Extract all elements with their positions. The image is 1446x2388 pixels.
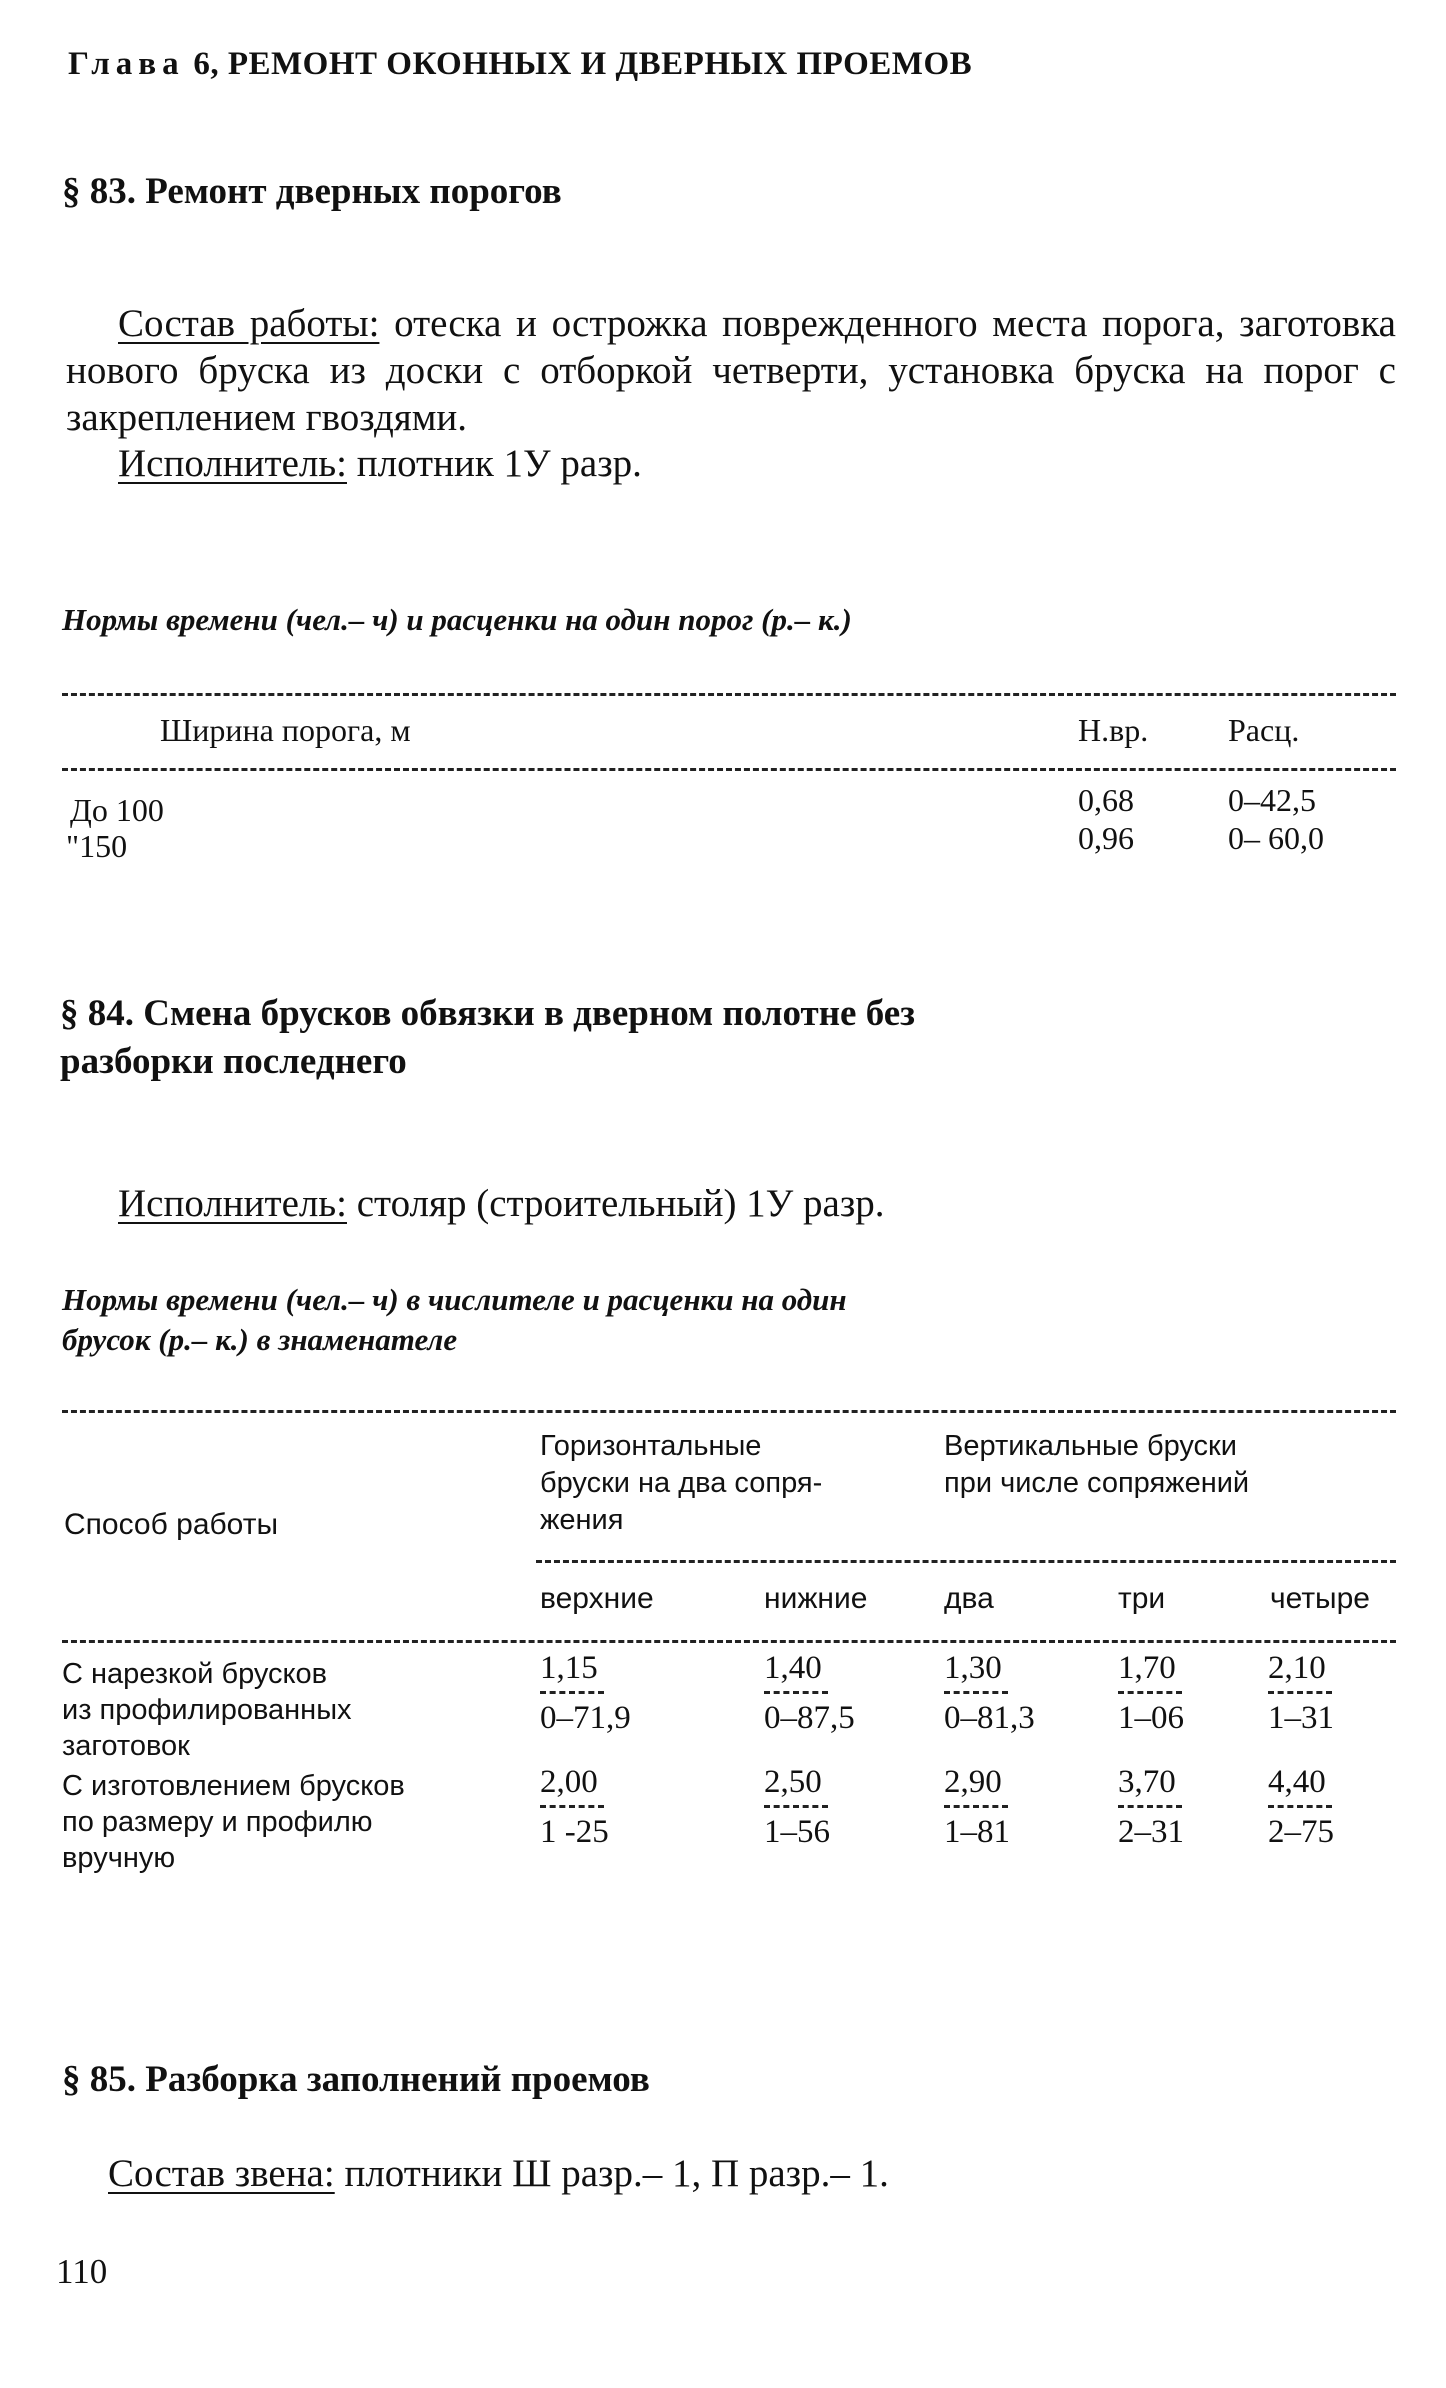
section-83-composition — [66, 300, 1396, 441]
table-84-caption — [62, 1280, 847, 1360]
performer-label: Исполнитель: — [118, 442, 347, 485]
table-84-caption-line: брусок (р.– к.) в знаменателе — [62, 1322, 458, 1357]
table-84-cell — [944, 1764, 1010, 1851]
cell-numerator: 2,00 — [540, 1764, 604, 1808]
table-84-cell — [1118, 1764, 1184, 1851]
table-83-caption: Нормы времени (чел.– ч) и расценки на один порог (р.– к.) — [62, 602, 852, 637]
row-label-line: по размеру и профилю — [62, 1806, 373, 1838]
table-83-row-norm: 0,68 — [1078, 782, 1134, 818]
table-83-row-label: До 100 — [70, 792, 164, 828]
cell-numerator: 2,10 — [1268, 1650, 1332, 1694]
cell-numerator: 1,15 — [540, 1650, 604, 1694]
row-label-line: С изготовлением брусков — [62, 1770, 405, 1802]
table-84-cell — [764, 1650, 855, 1737]
crew-text: плотники Ш разр.– 1, П разр.– 1. — [344, 2152, 889, 2195]
cell-numerator: 1,70 — [1118, 1650, 1182, 1694]
cell-numerator: 4,40 — [1268, 1764, 1332, 1808]
row-label-line: С нарезкой брусков — [62, 1658, 328, 1690]
section-83-performer — [118, 440, 642, 487]
cell-numerator: 1,30 — [944, 1650, 1008, 1694]
cell-denominator: 2–75 — [1268, 1814, 1334, 1850]
section-83-title: § 83. Ремонт дверных порогов — [62, 171, 562, 212]
table-83-header-width: Ширина порога, м — [160, 712, 411, 748]
table-84-subheader: четыре — [1270, 1582, 1370, 1615]
cell-numerator: 2,50 — [764, 1764, 828, 1808]
table-83-header-rate: Расц. — [1228, 712, 1300, 748]
table-84-cell — [1118, 1650, 1184, 1737]
table-84-header-rule — [62, 1640, 1396, 1643]
cell-denominator: 1 -25 — [540, 1814, 609, 1850]
header-line: жения — [540, 1504, 624, 1536]
section-85-crew — [108, 2150, 889, 2197]
table-84-cell — [540, 1764, 609, 1851]
table-83-top-rule — [62, 693, 1396, 696]
cell-numerator: 1,40 — [764, 1650, 828, 1694]
page-number: 110 — [56, 2252, 108, 2291]
table-84-cell — [764, 1764, 830, 1851]
table-84-subheader: верхние — [540, 1582, 654, 1615]
table-83-header-rule — [62, 768, 1396, 771]
cell-denominator: 1–56 — [764, 1814, 830, 1850]
table-84-subheader: три — [1118, 1582, 1166, 1615]
section-84-title-line: § 84. Смена брусков обвязки в дверном полотне без — [60, 993, 916, 1034]
table-84-cell — [540, 1650, 631, 1737]
chapter-title: 6, РЕМОНТ ОКОННЫХ И ДВЕРНЫХ ПРОЕМОВ — [193, 46, 973, 82]
cell-denominator: 1–31 — [1268, 1700, 1334, 1736]
performer-label: Исполнитель: — [118, 1182, 347, 1225]
table-83-row-rate: 0–42,5 — [1228, 782, 1316, 818]
table-84-row-label — [62, 1768, 405, 1876]
header-line: Вертикальные бруски — [944, 1430, 1237, 1462]
table-84-cell — [944, 1650, 1035, 1737]
table-84-top-rule — [62, 1410, 1396, 1413]
table-84-subheader: два — [944, 1582, 994, 1615]
table-84-row-label — [62, 1656, 352, 1764]
table-83-row-rate: 0– 60,0 — [1228, 820, 1324, 856]
table-84-subheader: нижние — [764, 1582, 868, 1615]
composition-label: Состав работы: — [118, 302, 380, 345]
performer-text: столяр (строительный) 1У разр. — [356, 1182, 885, 1225]
table-84-cell — [1268, 1650, 1334, 1737]
table-84-caption-line: Нормы времени (чел.– ч) в числителе и расценки на один — [62, 1282, 847, 1317]
table-83-header-norm: Н.вр. — [1078, 712, 1149, 748]
table-84-vertical-header — [944, 1428, 1249, 1502]
section-84-title — [60, 990, 915, 1086]
cell-denominator: 1–06 — [1118, 1700, 1184, 1736]
header-line: бруски на два сопря- — [540, 1467, 823, 1499]
section-84-title-line: разборки последнего — [60, 1041, 407, 1082]
row-label-line: вручную — [62, 1842, 176, 1874]
composition-text: отеска и острожка поврежденного места порога, заготовка нового бруска из доски с отборкой четверти, установка бруска на порог с закреплением гвоздями. — [66, 302, 1396, 439]
header-line: при числе сопряжений — [944, 1467, 1250, 1499]
cell-numerator: 2,90 — [944, 1764, 1008, 1808]
section-84-performer — [118, 1180, 885, 1227]
table-84-cell — [1268, 1764, 1334, 1851]
chapter-word: Глава — [68, 46, 185, 82]
crew-label: Состав звена: — [108, 2152, 335, 2195]
table-83-row-norm: 0,96 — [1078, 820, 1134, 856]
cell-denominator: 1–81 — [944, 1814, 1010, 1850]
table-84-method-header: Способ работы — [64, 1508, 279, 1541]
cell-numerator: 3,70 — [1118, 1764, 1182, 1808]
chapter-header — [68, 46, 972, 83]
row-label-line: заготовок — [62, 1730, 190, 1762]
row-label-line: из профилированных — [62, 1694, 352, 1726]
cell-denominator: 2–31 — [1118, 1814, 1184, 1850]
performer-text: плотник 1У разр. — [356, 442, 642, 485]
table-83-row-label: "150 — [66, 828, 128, 864]
table-84-subheader-rule — [536, 1560, 1396, 1563]
section-85-title: § 85. Разборка заполнений проемов — [62, 2059, 650, 2100]
header-line: Горизонтальные — [540, 1430, 762, 1462]
cell-denominator: 0–81,3 — [944, 1700, 1035, 1736]
table-84-horizontal-header — [540, 1428, 822, 1539]
cell-denominator: 0–71,9 — [540, 1700, 631, 1736]
cell-denominator: 0–87,5 — [764, 1700, 855, 1736]
